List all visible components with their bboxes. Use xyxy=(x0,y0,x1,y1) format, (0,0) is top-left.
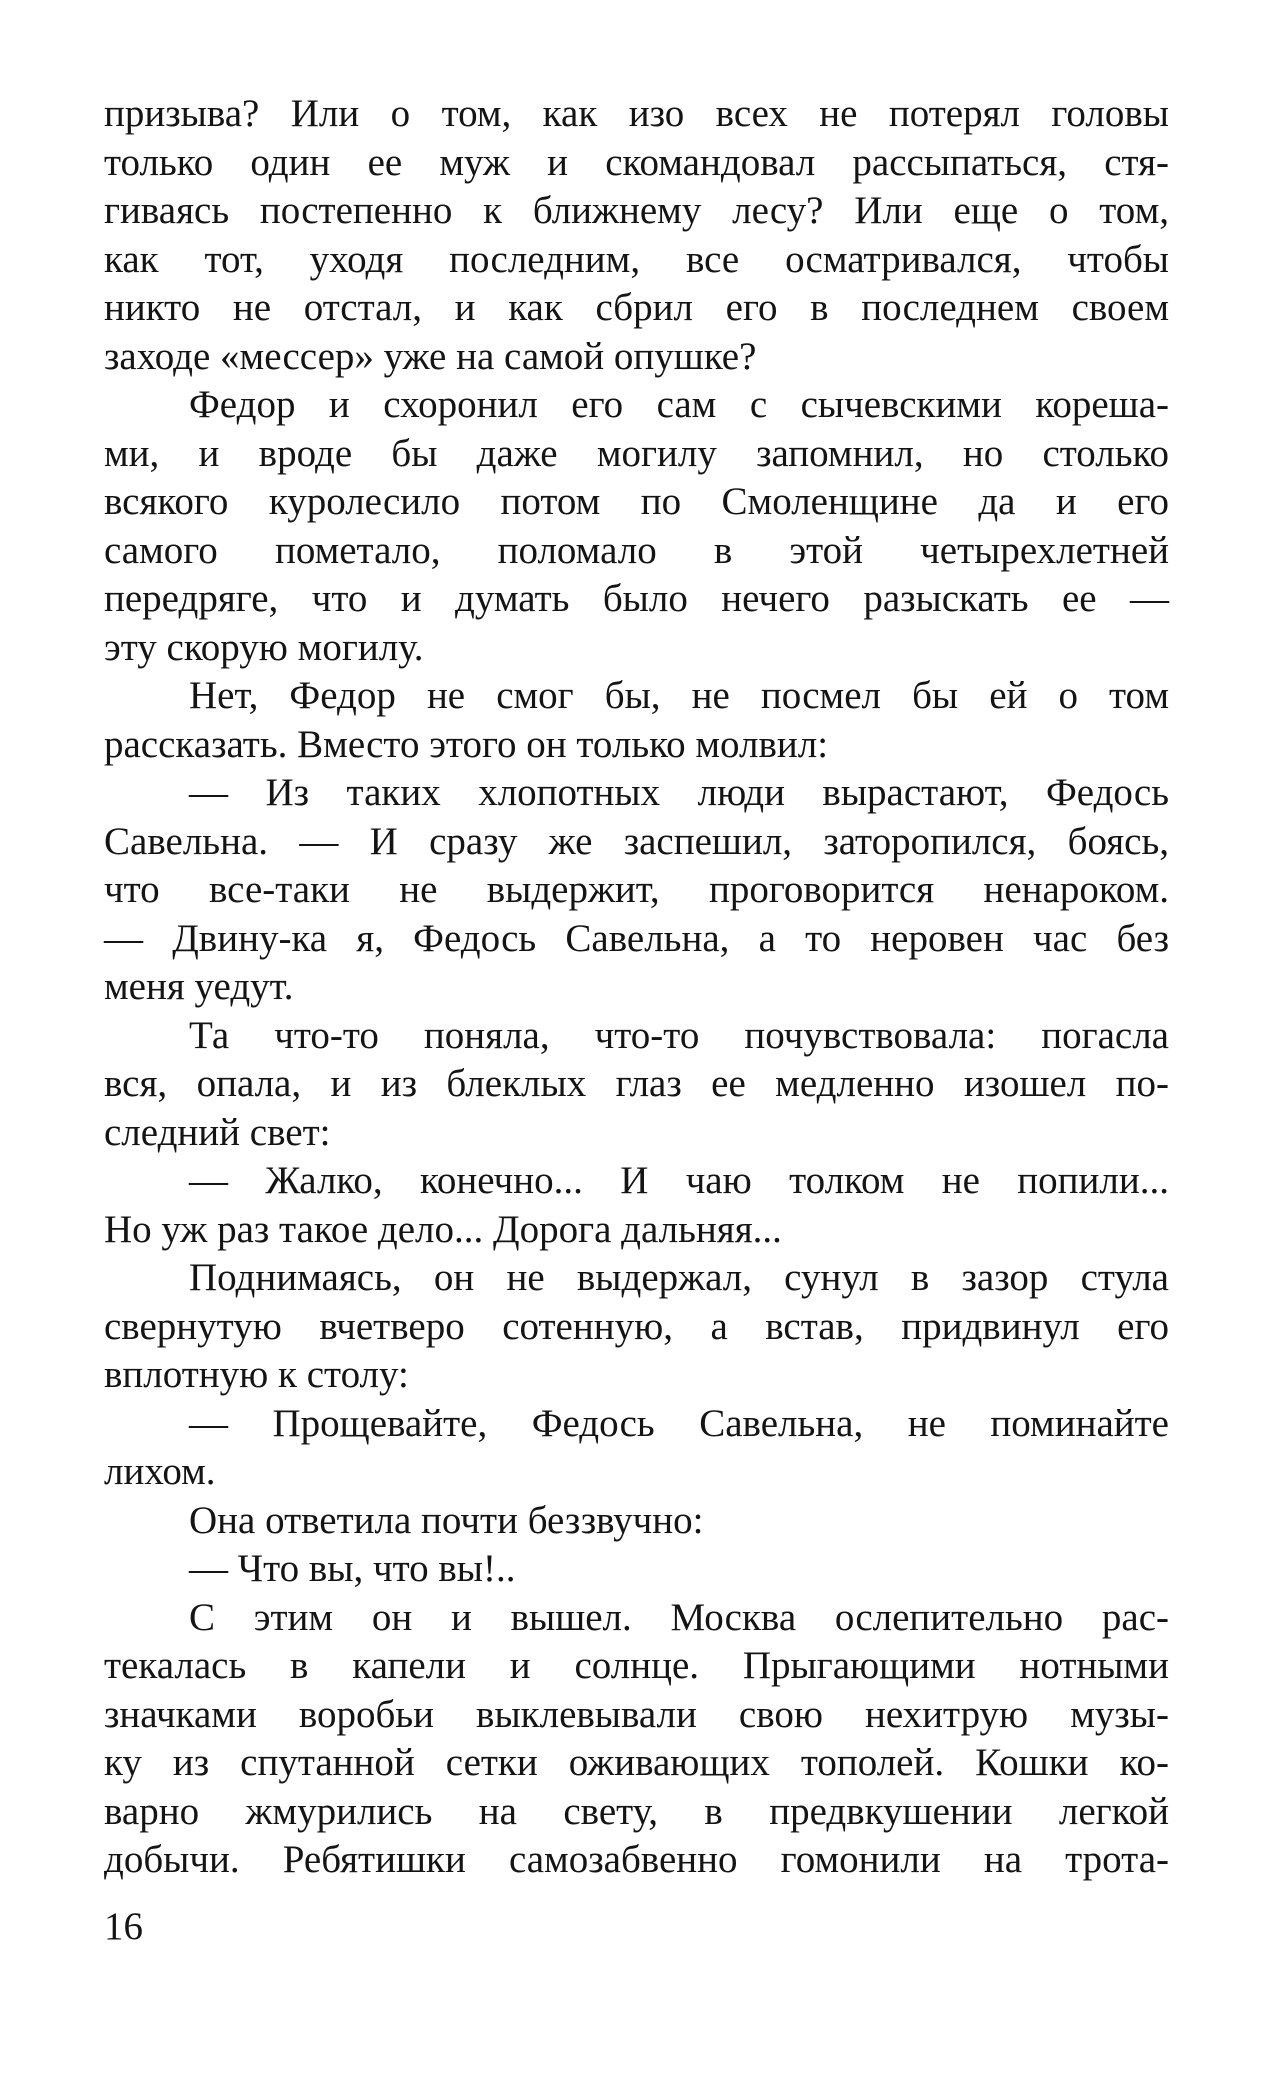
text-line: значками воробьи выклевывали свою нехитрую музы- xyxy=(104,1692,1169,1736)
text-line: свернутую вчетверо сотенную, а встав, придвинул его xyxy=(104,1304,1169,1348)
text-line: следний свет: xyxy=(104,1110,331,1154)
text-line: вся, опала, и из блеклых глаз ее медленно изошел по- xyxy=(104,1062,1169,1105)
text-line: С этим он и вышел. Москва ослепительно рас- xyxy=(189,1595,1169,1639)
text-line: текалась в капели и солнце. Прыгающими нотными xyxy=(104,1644,1169,1687)
body-text xyxy=(104,90,1169,1885)
text-line: вплотную к столу: xyxy=(104,1353,409,1396)
text-line: самого пометало, поломало в этой четырехлетней xyxy=(104,528,1169,572)
text-line: варно жмурились на свету, в предвкушении легкой xyxy=(104,1789,1169,1833)
text-line: — Прощевайте, Федось Савельна, не поминайте xyxy=(189,1401,1169,1445)
text-line: никто не отстал, и как сбрил его в последнем своем xyxy=(104,286,1169,329)
text-line: лихом. xyxy=(104,1450,216,1493)
text-line: гиваясь постепенно к ближнему лесу? Или еще о том, xyxy=(104,189,1169,232)
text-line: рассказать. Вместо этого он только молвил: xyxy=(104,722,829,766)
text-line: заходе «мессер» уже на самой опушке? xyxy=(104,334,757,378)
text-line: призыва? Или о том, как изо всех не потерял головы xyxy=(104,92,1169,135)
text-line: Та что-то поняла, что-то почувствовала: погасла xyxy=(189,1013,1169,1057)
text-line: добычи. Ребятишки самозабвенно гомонили на трота- xyxy=(104,1838,1169,1881)
text-line: эту скорую могилу. xyxy=(104,625,424,669)
text-line: — Двину-ка я, Федось Савельна, а то неровен час без xyxy=(104,916,1169,960)
text-line: всякого куролесило потом по Смоленщине да и его xyxy=(104,480,1169,523)
text-line: — Жалко, конечно... И чаю толком не попили... xyxy=(189,1159,1169,1202)
page-number: 16 xyxy=(104,1905,143,1948)
text-line: меня уедут. xyxy=(104,965,294,1008)
text-line: Нет, Федор не смог бы, не посмел бы ей о том xyxy=(189,674,1169,717)
text-line: передряге, что и думать было нечего разыскать ее — xyxy=(104,577,1169,620)
text-line: ку из спутанной сетки оживающих тополей. Кошки ко- xyxy=(104,1741,1169,1784)
text-line: как тот, уходя последним, все осматривался, чтобы xyxy=(104,237,1169,281)
text-line: Но уж раз такое дело... Дорога дальняя... xyxy=(104,1207,782,1251)
text-line: — Что вы, что вы!.. xyxy=(189,1547,516,1590)
text-line: Она ответила почти беззвучно: xyxy=(189,1498,704,1542)
text-line: Федор и схоронил его сам с сычевскими кореша- xyxy=(189,383,1169,426)
text-line: ми, и вроде бы даже могилу запомнил, но столько xyxy=(104,431,1169,475)
text-line: — Из таких хлопотных люди вырастают, Федось xyxy=(189,771,1169,814)
text-line: только один ее муж и скомандовал рассыпаться, стя- xyxy=(104,140,1169,184)
text-line: что все-таки не выдержит, проговорится ненароком. xyxy=(104,868,1169,911)
text-line: Поднимаясь, он не выдержал, сунул в зазор стула xyxy=(189,1256,1169,1299)
text-line: Савельна. — И сразу же заспешил, заторопился, боясь, xyxy=(104,819,1169,863)
